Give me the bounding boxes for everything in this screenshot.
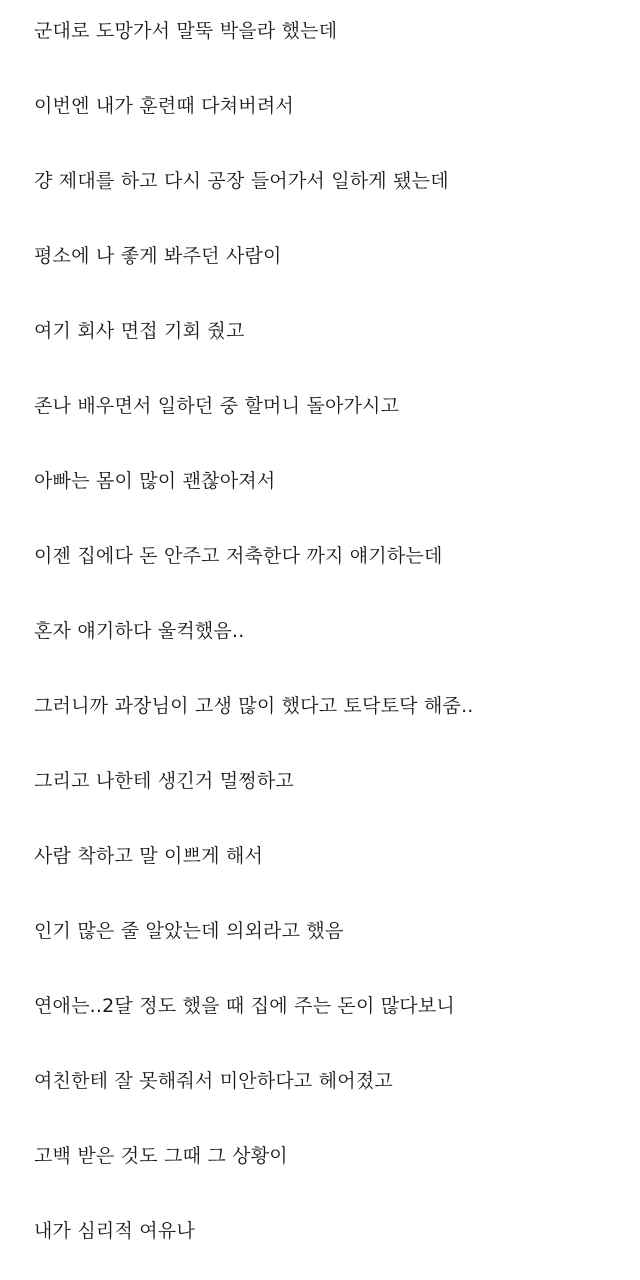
text-line: 존나 배우면서 일하던 중 할머니 돌아가시고 [34,395,400,417]
text-line: 아빠는 몸이 많이 괜찮아져서 [34,470,276,492]
text-line: 그러니까 과장님이 고생 많이 했다고 토닥토닥 해줌.. [34,695,474,717]
text-line: 평소에 나 좋게 봐주던 사람이 [34,245,282,267]
text-line: 고백 받은 것도 그때 그 상황이 [34,1145,288,1167]
text-line: 이번엔 내가 훈련때 다쳐버려서 [34,95,294,117]
text-line: 사람 착하고 말 이쁘게 해서 [34,845,264,867]
text-line: 여친한테 잘 못해줘서 미안하다고 헤어졌고 [34,1070,393,1092]
text-line: 내가 심리적 여유나 [34,1220,195,1242]
text-line: 이젠 집에다 돈 안주고 저축한다 까지 얘기하는데 [34,545,443,567]
text-line: 혼자 얘기하다 울컥했음.. [34,620,245,642]
text-line: 여기 회사 면접 기회 줬고 [34,320,245,342]
text-line: 군대로 도망가서 말뚝 박을라 했는데 [34,20,338,42]
text-line: 걍 제대를 하고 다시 공장 들어가서 일하게 됐는데 [34,170,449,192]
text-line: 그리고 나한테 생긴거 멀쩡하고 [34,770,294,792]
text-line: 인기 많은 줄 알았는데 의외라고 했음 [34,920,344,942]
text-line: 연애는..2달 정도 했을 때 집에 주는 돈이 많다보니 [34,995,455,1017]
